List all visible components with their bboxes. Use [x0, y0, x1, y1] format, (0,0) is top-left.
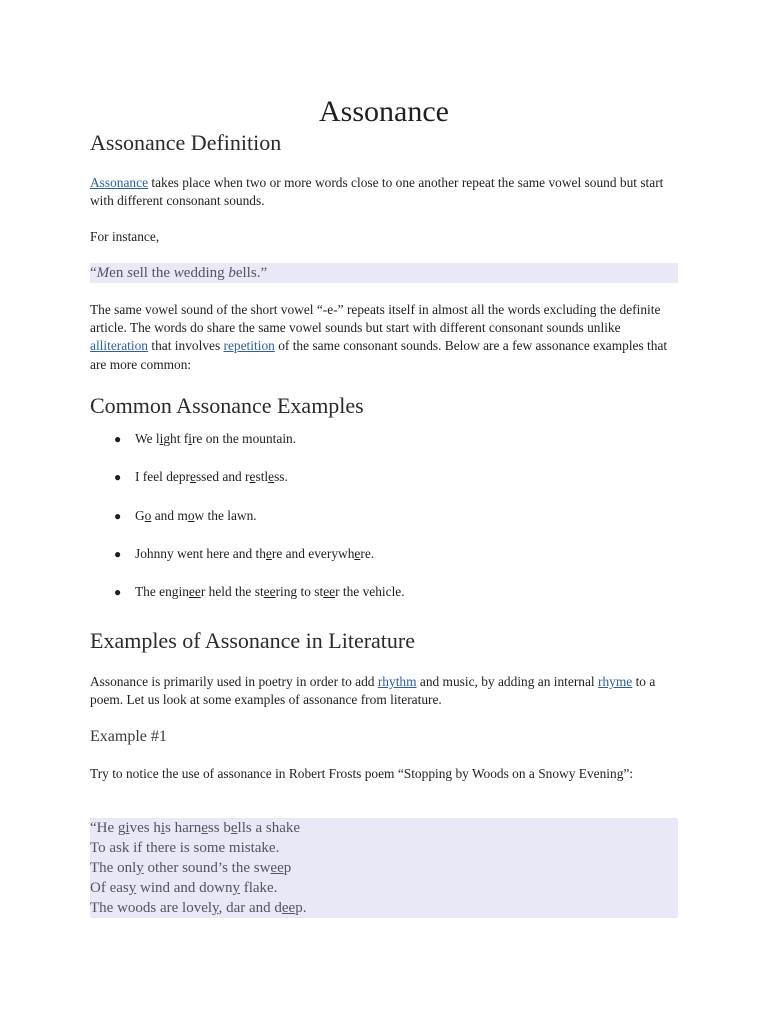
poem-line: [90, 838, 678, 858]
rhyme-link[interactable]: rhyme: [598, 674, 633, 689]
example-1-heading: Example #1: [90, 728, 167, 745]
list-item-text: ring to st: [275, 584, 324, 600]
underlined-vowel: y: [212, 900, 219, 916]
list-item-text: re and everywh: [271, 545, 355, 561]
bullet-icon: ●: [114, 508, 122, 523]
list-item-text: ght f: [163, 431, 189, 446]
example-quote: [90, 263, 678, 283]
poem-text: Of eas: [90, 880, 129, 896]
poem-line: [90, 898, 678, 918]
underlined-vowel: i: [160, 820, 165, 836]
list-item: [90, 468, 680, 506]
bullet-icon: ●: [114, 470, 122, 485]
underlined-vowel: e: [230, 820, 238, 836]
list-item-text: r held the st: [200, 584, 264, 600]
underlined-vowel: o: [144, 507, 152, 523]
list-item-text: We l: [135, 431, 160, 446]
underlined-vowel: o: [187, 507, 195, 523]
list-item-text: ssed and r: [195, 469, 250, 485]
quote-emphasis: b: [228, 265, 236, 281]
list-item-text: I feel depr: [135, 469, 191, 485]
definition-heading: Assonance Definition: [90, 130, 282, 155]
underlined-vowel: ee: [188, 584, 201, 600]
quote-emphasis: M: [96, 265, 110, 281]
explanation-paragraph: [90, 301, 680, 374]
poem-text: “He g: [90, 820, 126, 836]
explanation-text-2: that involves: [148, 338, 224, 354]
poem-text: lls a shake: [237, 820, 301, 836]
poem-text: ves h: [129, 820, 161, 836]
literature-text-1: Assonance is primarily used in poetry in order to add: [90, 674, 378, 689]
list-item: [90, 545, 680, 583]
common-examples-heading: Common Assonance Examples: [90, 393, 364, 418]
poem-line: [90, 858, 678, 878]
for-instance-text: For instance,: [90, 229, 160, 244]
example-1-intro: Try to notice the use of assonance in Robert Frosts poem “Stopping by Woods on a Snowy Evening”:: [90, 766, 634, 781]
underlined-vowel: ee: [323, 584, 336, 600]
bullet-icon: ●: [114, 432, 122, 446]
bullet-icon: ●: [114, 546, 122, 561]
definition-paragraph: [90, 174, 680, 210]
underlined-vowel: e: [201, 820, 208, 836]
underlined-vowel: e: [249, 469, 256, 485]
underlined-vowel: e: [265, 545, 272, 561]
underlined-vowel: ee: [281, 900, 296, 916]
poem-text: s harn: [165, 820, 202, 836]
literature-text-3: to a poem. Let us look at some examples of assonance from literature.: [90, 674, 656, 708]
underlined-vowel: i: [159, 431, 164, 446]
poem-excerpt: [90, 818, 678, 918]
list-item: [90, 430, 680, 468]
list-item-text: stl: [255, 469, 269, 485]
list-item-text: G: [135, 507, 145, 523]
list-item-text: Johnny went here and th: [135, 545, 266, 561]
literature-heading: Examples of Assonance in Literature: [90, 628, 416, 653]
literature-paragraph: [90, 673, 680, 709]
quote-text: en: [109, 265, 128, 281]
quote-emphasis: w: [173, 265, 184, 281]
repetition-link[interactable]: repetition: [223, 338, 275, 354]
underlined-vowel: y: [128, 880, 137, 896]
underlined-vowel: e: [268, 469, 275, 485]
poem-text: flake.: [239, 880, 278, 896]
list-item-text: r the vehicle.: [335, 584, 405, 600]
list-item-text: re on the mountain.: [191, 431, 297, 446]
explanation-text-1: The same vowel sound of the short vowel “-e-” repeats itself in almost all the words excluding the definite article. The words do share the same vowel sounds but start with different consonant sounds unlike: [90, 302, 661, 336]
poem-text: p.: [295, 900, 307, 916]
underlined-vowel: e: [190, 469, 196, 485]
bullet-icon: ●: [114, 585, 122, 600]
assonance-link[interactable]: Assonance: [90, 175, 149, 190]
common-examples-list: [90, 430, 680, 621]
quote-open-mark: “: [90, 265, 97, 281]
quote-text: ells.”: [235, 265, 268, 281]
list-item-text: w the lawn.: [194, 507, 257, 523]
page-title: Assonance: [319, 95, 449, 128]
quote-text: edding: [183, 265, 229, 281]
literature-text-2: and music, by adding an internal: [416, 674, 599, 689]
underlined-vowel: ee: [263, 584, 276, 600]
list-item: [90, 507, 680, 545]
explanation-text-3: of the same consonant sounds. Below are a few assonance examples that are more common:: [90, 338, 668, 372]
poem-text: , dar and d: [218, 900, 282, 916]
poem-line: [90, 878, 678, 898]
poem-text: other sound’s the sw: [143, 860, 271, 876]
underlined-vowel: e: [354, 545, 361, 561]
underlined-vowel: ee: [270, 860, 284, 876]
quote-emphasis: s: [127, 265, 133, 281]
list-item-text: re.: [360, 545, 375, 561]
definition-text: takes place when two or more words close to one another repeat the same vowel sound but start with different consonant sounds.: [90, 175, 664, 209]
quote-text: ell the: [132, 265, 174, 281]
list-item-text: The engin: [135, 584, 189, 600]
poem-text: The woods are lovel: [90, 900, 213, 916]
poem-line: [90, 818, 678, 838]
alliteration-link[interactable]: alliteration: [90, 338, 149, 354]
underlined-vowel: i: [188, 431, 192, 446]
underlined-vowel: y: [232, 880, 240, 896]
poem-text: ss b: [207, 820, 231, 836]
poem-text: To ask if there is some mistake.: [90, 840, 280, 856]
poem-text: The onl: [90, 860, 137, 876]
list-item: [90, 583, 680, 621]
poem-text: p: [283, 860, 292, 876]
underlined-vowel: i: [125, 820, 130, 836]
underlined-vowel: y: [136, 860, 144, 876]
poem-text: wind and down: [136, 880, 233, 896]
list-item-text: ss.: [274, 469, 288, 485]
list-item-text: and m: [151, 507, 188, 523]
rhythm-link[interactable]: rhythm: [377, 674, 417, 689]
